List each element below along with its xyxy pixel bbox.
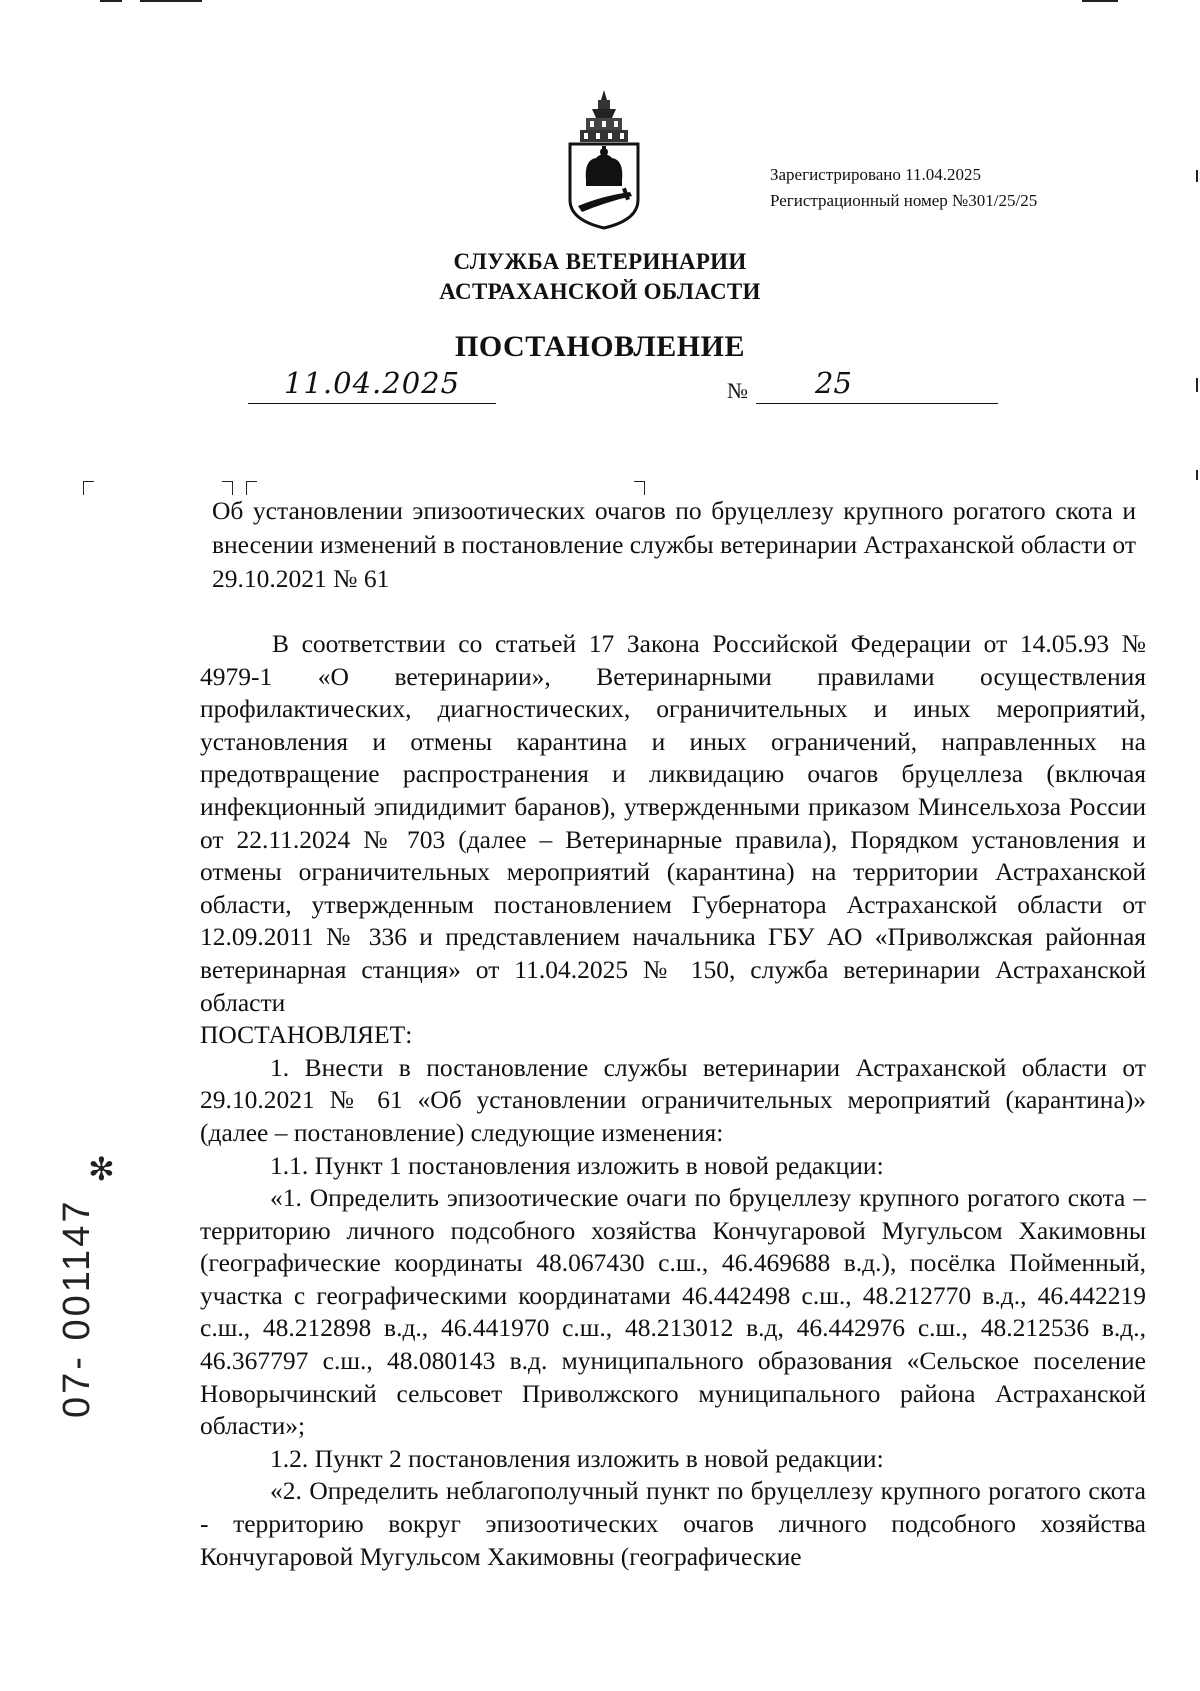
registration-stamp: [770, 162, 1037, 214]
handwritten-date: 11.04.2025: [284, 366, 461, 400]
corner-bracket-right: [222, 481, 233, 495]
corner-bracket-left: [246, 481, 257, 495]
resolves-heading: ПОСТАНОВЛЯЕТ:: [200, 1020, 413, 1050]
corner-bracket-right: [634, 481, 645, 495]
scan-edge-mark: [140, 0, 202, 2]
item-1-2-paragraph: 1.2. Пункт 2 постановления изложить в новой редакции:: [270, 1443, 884, 1473]
organization-title-line2: АСТРАХАНСКОЙ ОБЛАСТИ: [439, 279, 761, 304]
side-registration-stamp: 07- 001147: [56, 1198, 98, 1418]
document-type-heading: ПОСТАНОВЛЕНИЕ: [455, 330, 745, 363]
date-underline: [248, 402, 496, 404]
scan-edge-mark: [1196, 378, 1198, 392]
scan-edge-mark: [1082, 0, 1118, 2]
number-sign: №: [727, 378, 748, 403]
document-body: [200, 628, 1146, 1573]
organization-title: [300, 247, 900, 307]
asterisk-mark-icon: ✻: [88, 1150, 115, 1188]
coat-of-arms-emblem: [562, 88, 646, 230]
item-1-1-paragraph: 1.1. Пункт 1 постановления изложить в новой редакции:: [270, 1150, 884, 1180]
number-underline: [756, 402, 998, 404]
preamble-paragraph: В соответствии со статьей 17 Закона Российской Федерации от 14.05.93 № 4979-1 «О ветеринарии», Ветеринарными правилами осуществления профилактических, диагностических, ограничительных и иных мероприятий, установления и отмены карантина и иных ограничений, направленных на предотвращение распространения и ликвидацию очагов бруцеллеза (включая инфекционный эпидидимит баранов), утвержденными приказом Минсельхоза России от 22.11.2024 № 703 (далее – Ветеринарные правила), Порядком установления и отмены ограничительных мероприятий (карантина) на территории Астраханской области, утвержденным постановлением Губернатора Астраханской области от 12.09.2011 № 336 и представлением начальника ГБУ АО «Приволжская районная ветеринарная станция» от 11.04.2025 № 150, служба ветеринарии Астраханской области: [200, 629, 1146, 1017]
registration-number: Регистрационный номер №301/25/25: [770, 191, 1038, 210]
item-1-1-text-paragraph: «1. Определить эпизоотические очаги по бруцеллезу крупного рогатого скота – территорию личного подсобного хозяйства Кончугаровой Мугульсом Хакимовны (географические координаты 48.067430 с.ш., 46.469688 в.д.), посёлка Пойменный, участка с географическими координатами 46.442498 с.ш., 48.212770 в.д., 46.442219 с.ш., 48.212898 в.д., 46.441970 с.ш., 48.213012 в.д, 46.442976 с.ш., 48.212536 в.д., 46.367797 с.ш., 48.080143 в.д. муниципального образования «Сельское поселение Новорычинский сельсовет Приволжского муниципального района Астраханской области»;: [200, 1183, 1146, 1441]
organization-title-line1: СЛУЖБА ВЕТЕРИНАРИИ: [453, 249, 747, 274]
scan-edge-mark: [1196, 170, 1198, 182]
document-subject: Об установлении эпизоотических очагов по бруцеллезу крупного рогатого скота и внесении изменений в постановление службы ветеринарии Астраханской области от 29.10.2021 № 61: [212, 496, 1136, 593]
registration-date: Зарегистрировано 11.04.2025: [770, 165, 982, 184]
scan-edge-mark: [100, 0, 122, 2]
handwritten-number: 25: [815, 366, 852, 400]
scan-edge-mark: [1196, 470, 1198, 480]
item-1-2-text-paragraph: «2. Определить неблагополучный пункт по бруцеллезу крупного рогатого скота - территорию вокруг эпизоотических очагов личного подсобного хозяйства Кончугаровой Мугульсом Хакимовны (географические: [200, 1476, 1146, 1571]
item-1-paragraph: 1. Внести в постановление службы ветеринарии Астраханской области от 29.10.2021 № 61 «Об установлении ограничительных мероприятий (карантина)» (далее – постановление) следующие изменения:: [200, 1052, 1146, 1147]
corner-bracket-left: [83, 481, 94, 495]
